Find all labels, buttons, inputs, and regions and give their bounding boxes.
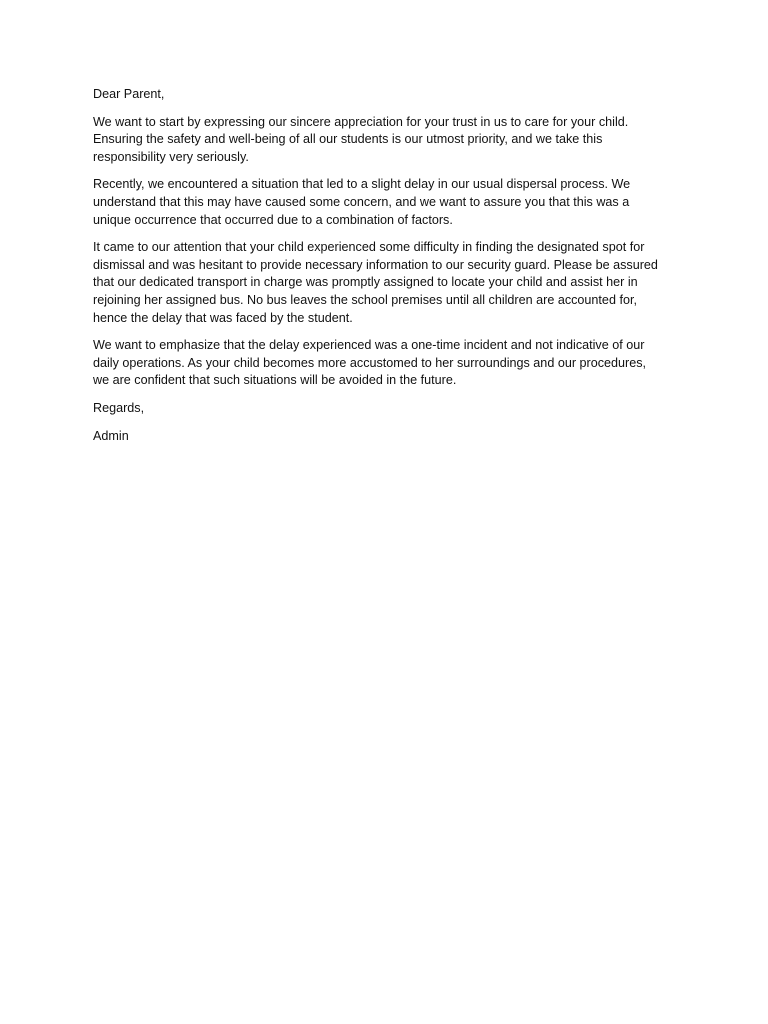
paragraph-line: unique occurrence that occurred due to a combination of factors.: [93, 212, 453, 227]
paragraph-line: we are confident that such situations will be avoided in the future.: [93, 373, 457, 388]
paragraph-line: daily operations. As your child becomes more accustomed to her surroundings and our procedures,: [93, 355, 647, 370]
paragraph-1: [93, 114, 683, 167]
paragraph-4: [93, 337, 683, 390]
salutation-text: Dear Parent,: [93, 87, 165, 101]
paragraph-line: understand that this may have caused some concern, and we want to assure you that this was a: [93, 194, 630, 209]
paragraph-2: [93, 176, 683, 229]
closing: [93, 400, 683, 418]
paragraph-line: It came to our attention that your child experienced some difficulty in finding the designated spot for: [93, 240, 645, 255]
paragraph-line: Ensuring the safety and well-being of all our students is our utmost priority, and we take this: [93, 132, 603, 147]
closing-text: Regards,: [93, 400, 145, 415]
signature-text: Admin: [93, 428, 129, 443]
paragraph-line: responsibility very seriously.: [93, 149, 249, 164]
paragraph-line: We want to emphasize that the delay experienced was a one-time incident and not indicative of our: [93, 338, 645, 353]
paragraph-line: rejoining her assigned bus. No bus leaves the school premises until all children are accounted for,: [93, 292, 637, 307]
letter-page: [93, 86, 683, 455]
signature: [93, 428, 683, 446]
paragraph-line: hence the delay that was faced by the student.: [93, 310, 353, 325]
paragraph-line: that our dedicated transport in charge was promptly assigned to locate your child and assist her in: [93, 275, 638, 290]
paragraph-line: dismissal and was hesitant to provide necessary information to our security guard. Please be assured: [93, 257, 658, 272]
paragraph-line: Recently, we encountered a situation that led to a slight delay in our usual dispersal process. We: [93, 177, 631, 192]
paragraph-3: [93, 239, 683, 327]
paragraph-line: We want to start by expressing our sincere appreciation for your trust in us to care for your child.: [93, 114, 629, 129]
salutation: [93, 86, 683, 104]
